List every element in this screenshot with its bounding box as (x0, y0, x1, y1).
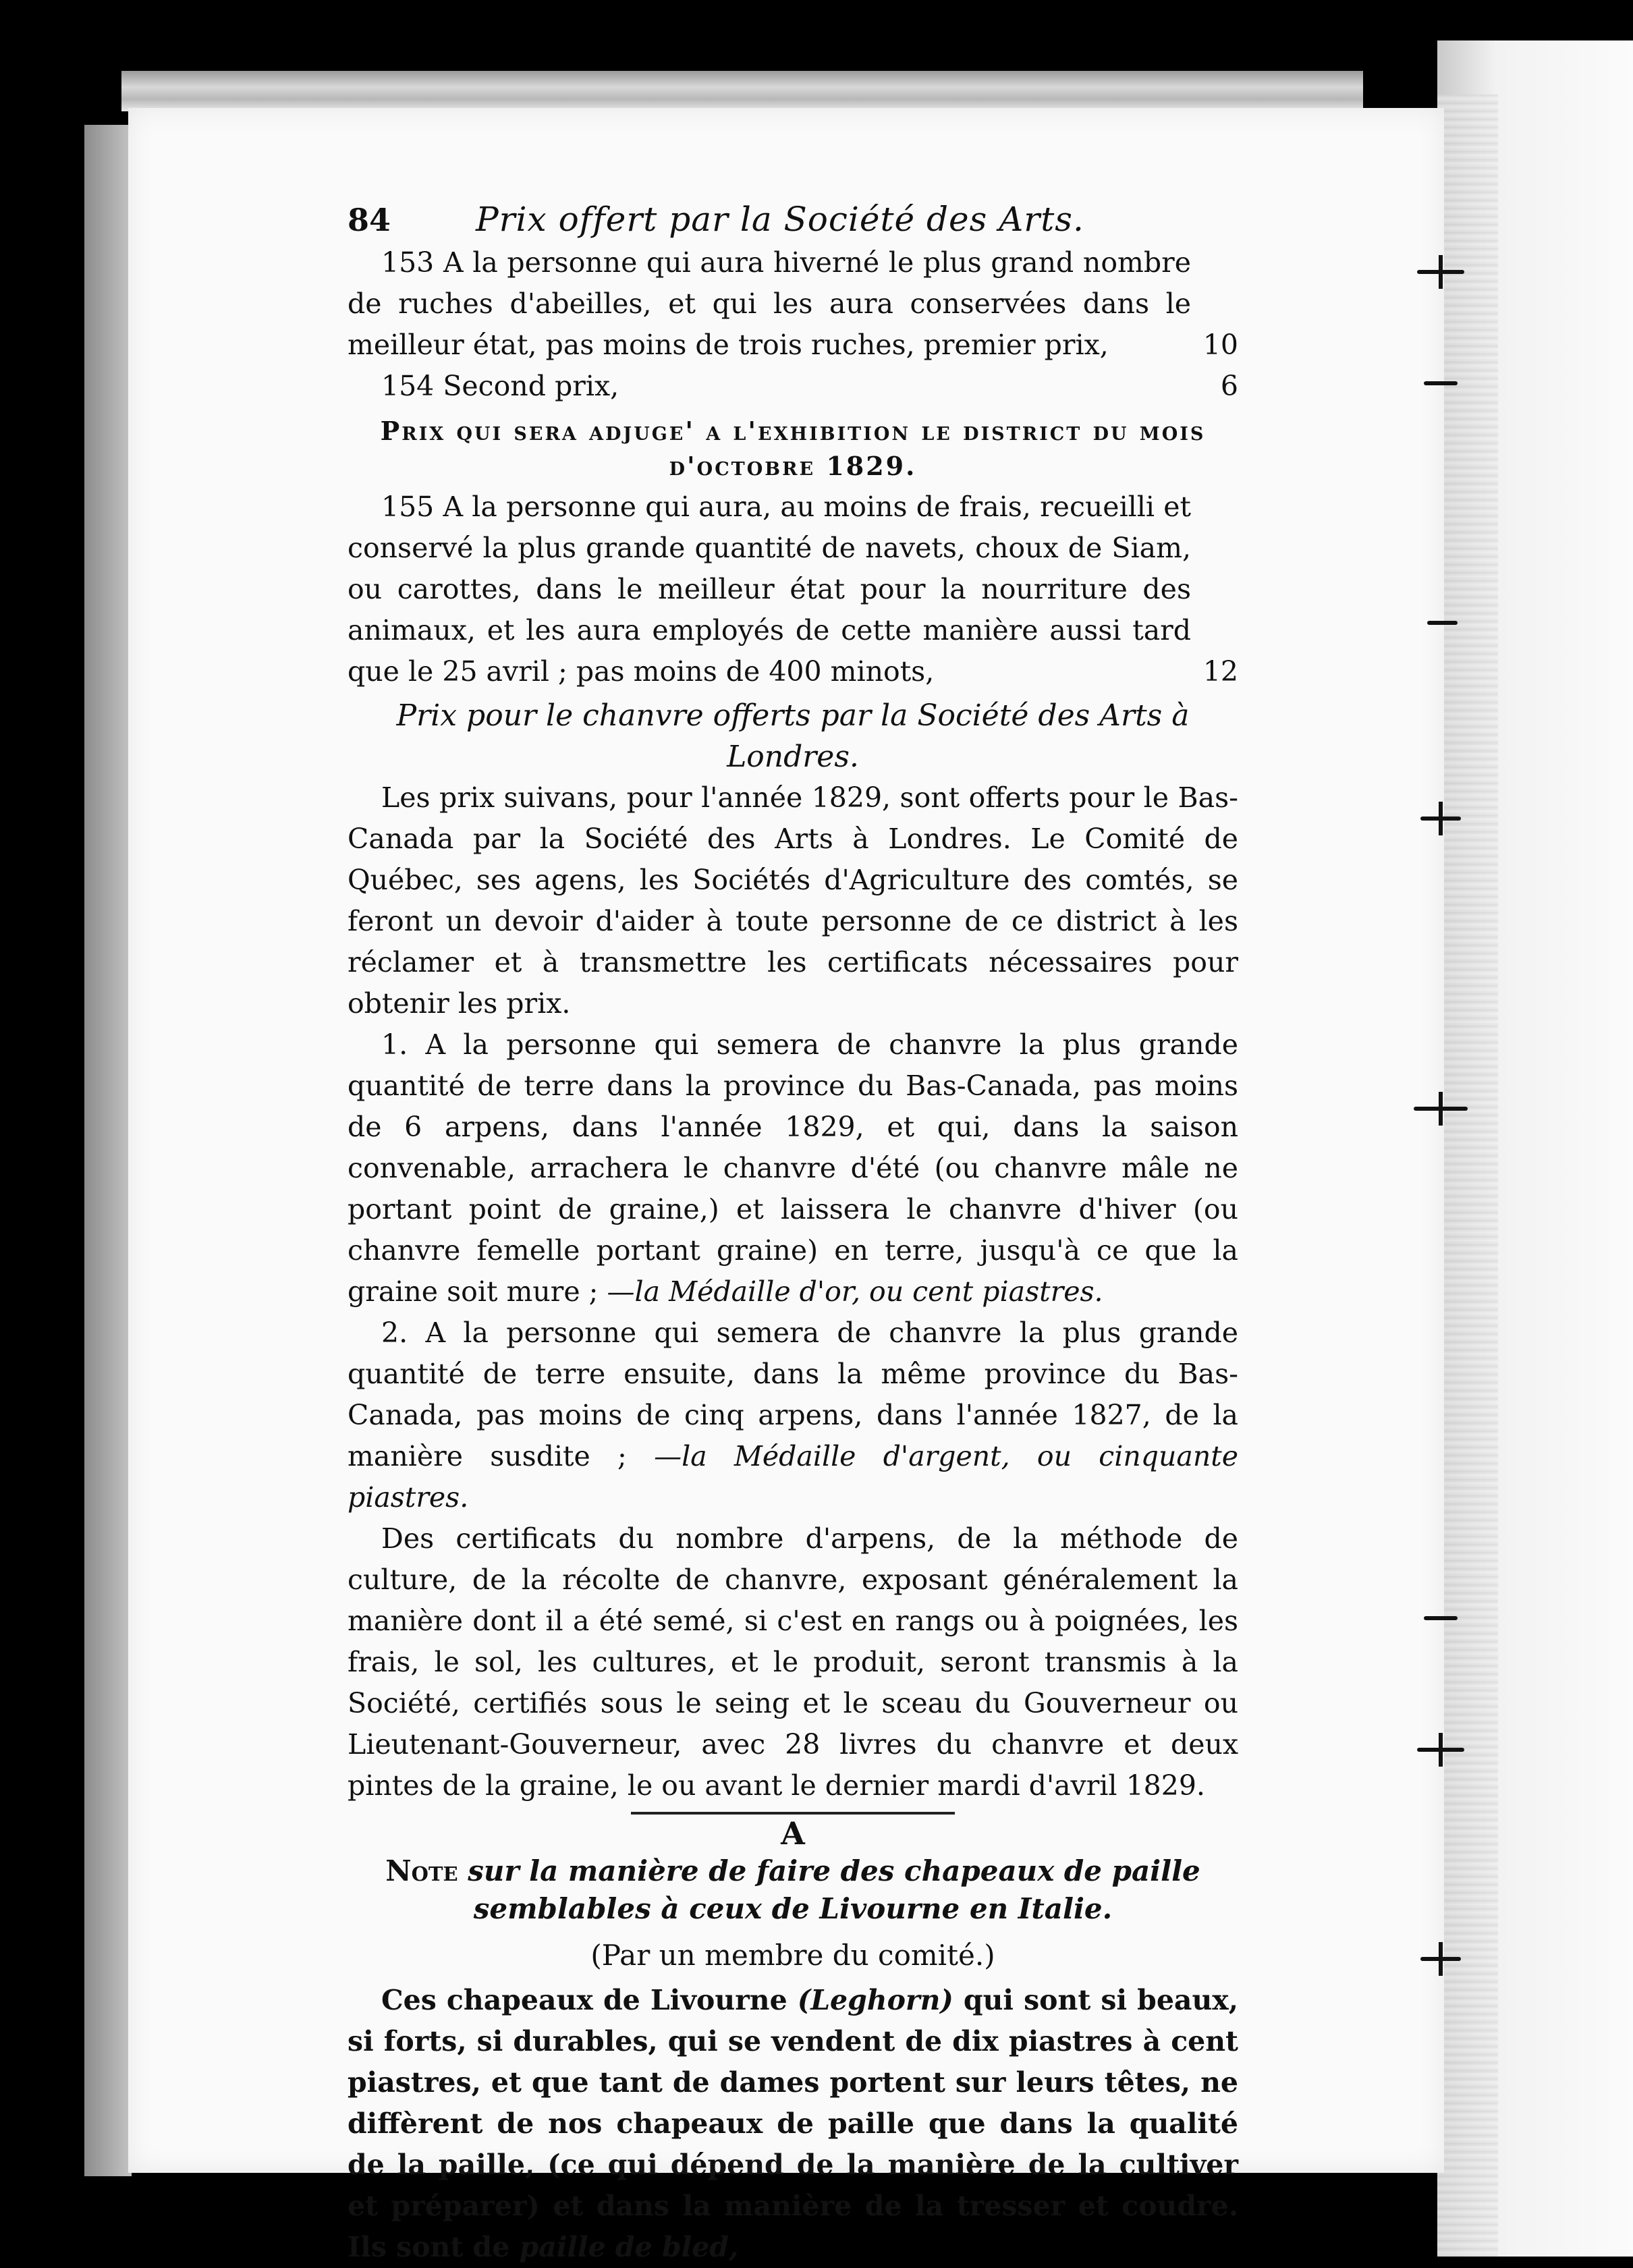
binding-mark (1420, 817, 1461, 821)
running-head (348, 199, 1238, 241)
binding-mark (1424, 1616, 1458, 1620)
binding-mark (1427, 621, 1458, 625)
exhibition-heading: Prix qui sera adjuge' a l'exhibition le district du mois d'octobre 1829. (380, 416, 1206, 481)
entry-number: 154 (381, 370, 435, 402)
entry-number: 155 (381, 491, 435, 523)
entry-text: Second prix, (443, 370, 619, 402)
running-title: Prix offert par la Société des Arts. (476, 200, 1084, 239)
entry-text: A la personne qui aura hiverné le plus grand nombre de ruches d'abeilles, et qui les aura conservées dans le meilleur état, pas moins de trois ruches, premier prix, (348, 246, 1191, 361)
binding-mark (1417, 270, 1464, 274)
note-byline: (Par un membre du comité.) (590, 1939, 995, 1972)
entry-text: A la personne qui aura, au moins de frais, recueilli et conservé la plus grande quantité de navets, choux de Siam, ou carottes, dans le meilleur état pour la nourriture des animaux, et les aura employés de cette manière aussi tard que le 25 avril ; pas moins de 400 minots, (348, 491, 1191, 688)
prize-amount: 10 (1202, 329, 1238, 361)
hemp-prize-1: 1. A la personne qui semera de chanvre la plus grande quantité de terre dans la province du Bas-Canada, pas moins de 6 arpens, dans l'année 1829, et qui, dans la saison convenable, arrachera le chanvre d'été (ou chanvre mâle ne portant point de graine,) et laissera le chanvre d'hiver (ou chanvre femelle portant graine) en terre, jusqu'à ce que la graine soit mure ; —la Médaille d'or, ou cent piastres. (348, 1028, 1238, 1308)
prize-1-reward: —la Médaille d'or, ou cent piastres. (607, 1275, 1103, 1308)
page-text (348, 199, 1238, 2268)
page-left-edge (84, 125, 132, 2176)
hemp-prize-2: 2. A la personne qui semera de chanvre la plus grande quantité de terre ensuite, dans la même province du Bas-Canada, pas moins de cinq arpens, dans l'année 1827, de la manière susdite ; —la Médaille d'argent, ou cinquante piastres. (348, 1317, 1238, 1514)
prize-2-reward: —la Médaille d'argent, ou cinquante piastres. (348, 1440, 1238, 1514)
prize-amount: 6 (1220, 370, 1238, 402)
prize-entry (348, 487, 1238, 692)
prize-entry (348, 366, 1238, 407)
prize-entry (348, 242, 1238, 366)
note-heading: Note sur la manière de faire des chapeaux de paille semblables à ceux de Livourne en Italie. (385, 1854, 1200, 1925)
appendix-letter: A (781, 1815, 805, 1852)
binding-mark (1414, 1107, 1468, 1111)
hemp-certificates: Des certificats du nombre d'arpens, de la méthode de culture, de la récolte de chanvre, exposant généralement la manière dont il a été semé, si c'est en rangs ou à poignées, les frais, le sol, les cultures, et le produit, seront transmis à la Société, certifiés sous le seing et le sceau du Gouverneur ou Lieutenant-Gouverneur, avec 28 livres du chanvre et deux pintes de la graine, le ou avant le dernier mardi d'avril 1829. (348, 1522, 1238, 1802)
binding-top-edge (121, 71, 1363, 111)
note-body: Ces chapeaux de Livourne (Leghorn) qui sont si beaux, si forts, si durables, qui se vendent de dix piastres à cent piastres, et que tant de dames portent sur leurs têtes, ne diffèrent de nos chapeaux de paille que dans la qualité de la paille, (ce qui dépend de la manière de la cultiver et préparer) et dans la manière de la tresser et coudre. Ils sont de paille de bled, (348, 1984, 1238, 2263)
hemp-intro: Les prix suivans, pour l'année 1829, sont offerts pour le Bas-Canada par la Société des Arts à Londres. Le Comité de Québec, ses agens, les Sociétés d'Agriculture des comtés, se feront un devoir d'aider à toute personne de ce district à les réclamer et à transmettre les certificats nécessaires pour obtenir les prix. (348, 781, 1238, 1020)
binding-mark (1420, 1957, 1461, 1961)
binding-mark (1417, 1748, 1464, 1752)
prize-amount: 12 (1202, 655, 1238, 688)
binding-mark (1424, 381, 1458, 385)
hemp-heading: Prix pour le chanvre offerts par la Société des Arts à Londres. (396, 698, 1190, 774)
entry-number: 153 (381, 246, 435, 279)
page-stack-edge (1437, 94, 1498, 2257)
page-number: 84 (348, 202, 391, 238)
